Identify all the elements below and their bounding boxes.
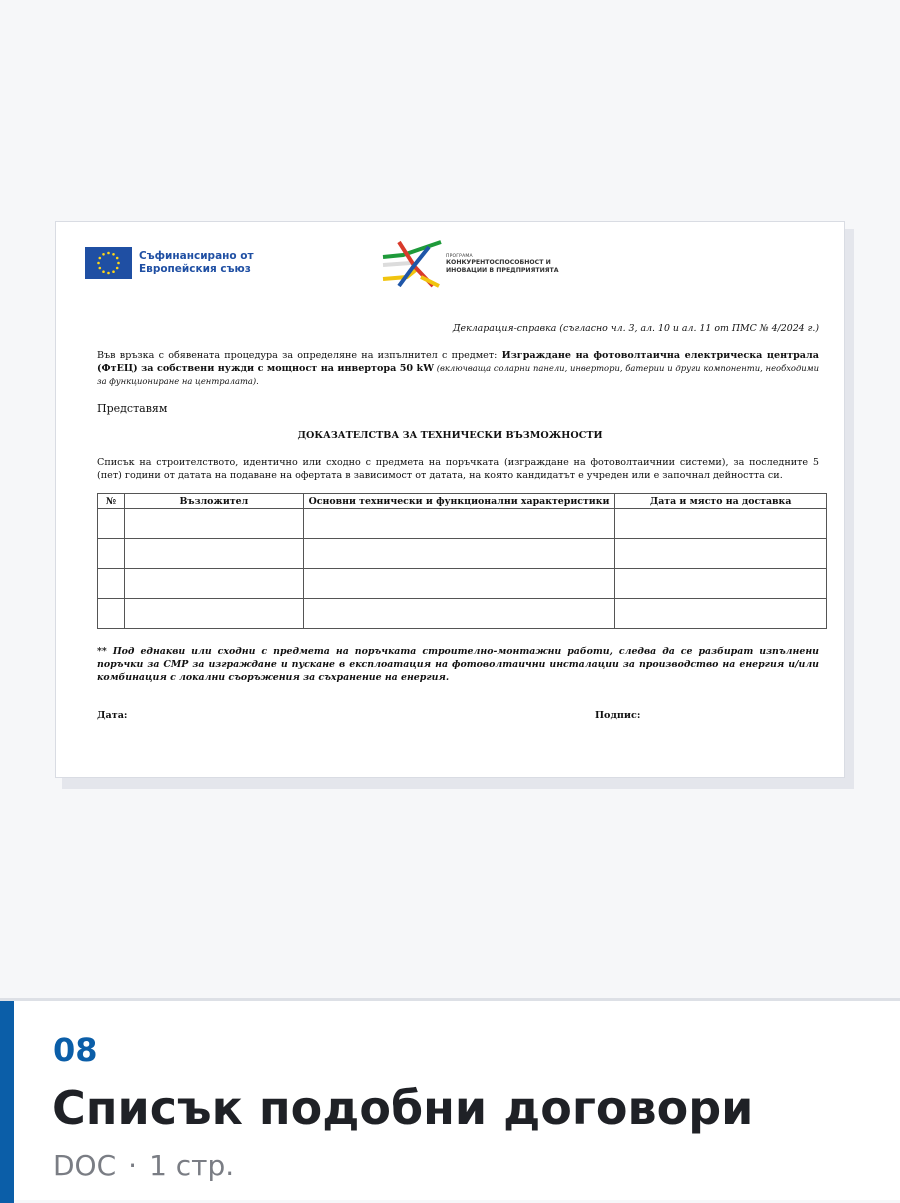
table-cell xyxy=(124,599,303,629)
table-cell xyxy=(303,509,615,539)
eu-flag-icon xyxy=(85,247,132,279)
document-preview[interactable] xyxy=(55,221,845,778)
document-number: 08 xyxy=(53,1031,98,1069)
evidence-table xyxy=(97,493,827,629)
table-cell xyxy=(124,569,303,599)
table-cell xyxy=(124,539,303,569)
signature-label: Подпис: xyxy=(595,710,641,721)
footer-accent-bar xyxy=(0,1001,14,1203)
declaration-reference: Декларация-справка (съгласно чл. 3, ал. 10 и ал. 11 от ПМС № 4/2024 г.) xyxy=(452,323,819,334)
list-description: Списък на строителството, идентично или сходно с предмета на поръчката (изграждане на фотоволтаичнии системи), за последните 5 (пет) години от датата на подаване на офертата в зависимост от датата, на която кандидатът е учреден или е започнал дейността си. xyxy=(97,457,819,481)
program-logo-line2: ИНОВАЦИИ В ПРЕДПРИЯТИЯТА xyxy=(446,266,559,274)
table-cell xyxy=(615,569,827,599)
table-row xyxy=(98,569,827,599)
document-format: DOC xyxy=(53,1149,117,1182)
header-characteristics: Основни технически и функционални характеристики xyxy=(303,494,615,509)
table-row xyxy=(98,599,827,629)
section-heading: ДОКАЗАТЕЛСТВА ЗА ТЕХНИЧЕСКИ ВЪЗМОЖНОСТИ xyxy=(297,430,603,441)
eu-logo-line2: Европейския съюз xyxy=(139,263,251,275)
table-cell xyxy=(303,539,615,569)
program-ribbon-icon xyxy=(381,239,443,289)
table-cell xyxy=(303,599,615,629)
meta-separator: · xyxy=(128,1149,138,1182)
document-title: Списък подобни договори xyxy=(52,1081,754,1135)
table-header-row xyxy=(98,494,827,509)
table-cell xyxy=(124,509,303,539)
table-cell xyxy=(303,569,615,599)
table-row xyxy=(98,509,827,539)
header-number: № xyxy=(98,494,125,509)
document-meta xyxy=(53,1149,234,1182)
intro-note: (включваща соларни панели, инвертори, батерии и други компоненти, необходими за функциониране на централата). xyxy=(97,363,819,386)
header-contractor: Възложител xyxy=(124,494,303,509)
intro-paragraph xyxy=(97,349,819,388)
table-cell xyxy=(615,599,827,629)
intro-subject: Изграждане на фотоволтаична електрическа централа (ФтЕЦ) за собствени нужди с мощност на инвертора 50 kW xyxy=(97,350,819,374)
document-pages: 1 стр. xyxy=(149,1149,235,1182)
present-label: Представям xyxy=(97,402,168,415)
program-logo-small: ПРОГРАМА xyxy=(446,253,473,259)
program-logo-line1: КОНКУРЕНТОСПОСОБНОСТ И xyxy=(446,258,551,266)
footnote: ** Под еднакви или сходни с предмета на поръчката строително-монтажни работи, следва да се разбират изпълнени поръчки за СМР за изграждане и пускане в експлоатация на фотоволтаични инсталации за производство на енергия и/или комбинация с локални съоръжения за съхранение на енергия. xyxy=(97,646,819,683)
table-cell xyxy=(98,569,125,599)
table-row xyxy=(98,539,827,569)
intro-plain: Във връзка с обявената процедура за определяне на изпълнител с предмет: xyxy=(97,350,502,361)
eu-logo-line1: Съфинансирано от xyxy=(139,250,254,262)
date-label: Дата: xyxy=(97,710,128,721)
table-cell xyxy=(615,539,827,569)
table-cell xyxy=(98,599,125,629)
header-delivery: Дата и място на доставка xyxy=(615,494,827,509)
document-card-footer[interactable] xyxy=(0,998,900,1200)
table-cell xyxy=(98,509,125,539)
table-cell xyxy=(98,539,125,569)
eu-cofunded-logo xyxy=(85,247,254,279)
program-logo xyxy=(381,239,559,289)
table-cell xyxy=(615,509,827,539)
